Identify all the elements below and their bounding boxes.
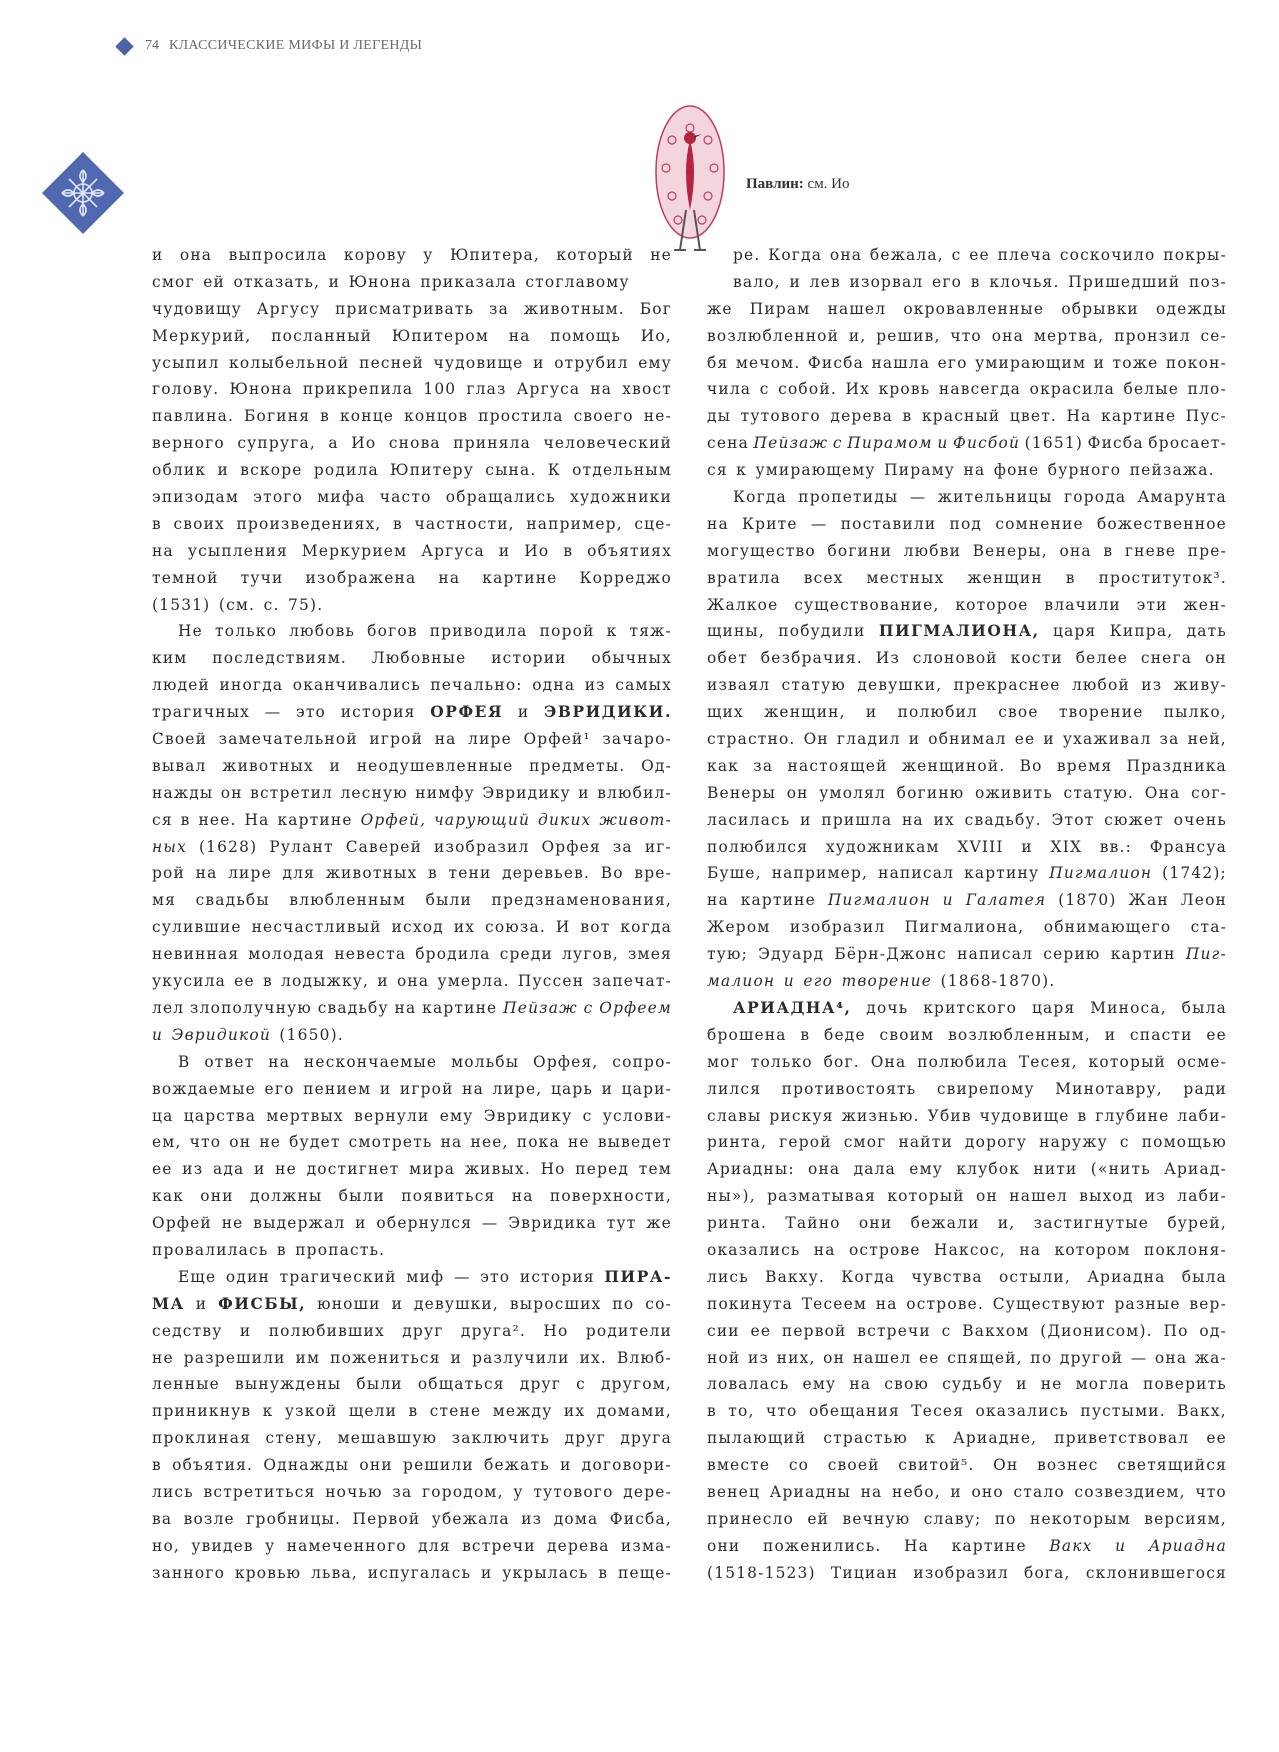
- text-line: Жалкое существование, которое влачили эти жен-: [707, 595, 1227, 614]
- text-line: могущество богини любви Венеры, она в гневе пре-: [707, 541, 1227, 560]
- diamond-ornament-icon: [42, 152, 124, 234]
- text-line: в объятия. Однажды они решили бежать и договори-: [152, 1456, 672, 1475]
- text-line: обет безбрачия. Из слоновой кости белее снега он: [707, 649, 1227, 668]
- text-line: рой на лире для животных в тени деревьев. Во вре-: [152, 864, 672, 883]
- text-line: лись Вакху. Когда чувства остыли, Ариадна была: [707, 1267, 1227, 1286]
- diamond-bullet-icon: [115, 37, 133, 55]
- text-line: ринта. Тайно они бежали и, застигнутые бурей,: [707, 1214, 1227, 1233]
- text-line: щих женщин, и полюбил свое творение пылко,: [707, 703, 1227, 722]
- text-line: приникнув к узкой щели в стене между их домами,: [152, 1402, 672, 1421]
- text-line: как за настоящей женщиной. Во время Праздника: [707, 756, 1227, 775]
- text-line: и Эвридикой (1650).: [152, 1025, 344, 1044]
- text-line: верного супруга, а Ио снова приняла человеческий: [152, 434, 672, 453]
- illustration-caption: [746, 176, 850, 193]
- text-line: но, увидев у намеченного для встречи дерева изма-: [152, 1536, 672, 1555]
- text-line: как они должны были появиться на поверхности,: [152, 1187, 672, 1206]
- text-line: невинная молодая невеста бродила среди лугов, змея: [152, 945, 672, 964]
- text-line: пылающий страстью к Ариадне, приветствовал ее: [707, 1429, 1227, 1448]
- text-line: Буше, например, написал картину Пигмалион (1742);: [707, 864, 1227, 883]
- text-line: Меркурий, посланный Юпитером на помощь Ио,: [152, 326, 672, 345]
- text-line: проклиная стену, мешавшую заключить друг друга: [152, 1429, 672, 1448]
- text-line: славы рискуя жизнью. Убив чудовище в глубине лаби-: [707, 1106, 1227, 1125]
- right-text-column: [707, 242, 1227, 1587]
- text-line: тую; Эдуард Бёрн-Джонс написал серию картин Пиг-: [707, 945, 1227, 964]
- text-line: ной из них, он нашел ее спящей, по другой — она жа-: [707, 1348, 1227, 1367]
- text-line: смог ей отказать, и Юнона приказала стоглавому: [152, 272, 630, 291]
- text-line: лился противостоять свирепому Минотавру, ради: [707, 1079, 1227, 1098]
- text-line: оказались на острове Наксос, на котором поклоня-: [707, 1240, 1227, 1259]
- text-line: вождаемые его пением и игрой на лире, царь и цари-: [152, 1079, 672, 1098]
- text-line: АРИАДНА⁴, дочь критского царя Миноса, была: [733, 998, 1227, 1017]
- text-line: ца царства мертвых вернули ему Эвридику с услови-: [152, 1106, 672, 1125]
- text-line: Еще один трагический миф — это история ПИРА-: [178, 1267, 672, 1286]
- text-line: вратила всех местных женщин в проституток³.: [707, 568, 1227, 587]
- text-line: Своей замечательной игрой на лире Орфей¹ зачаро-: [152, 730, 672, 749]
- text-line: Венеры он умолял богиню оживить статую. Она сог-: [707, 783, 1227, 802]
- text-line: мог только бог. Она полюбила Тесея, который осме-: [707, 1052, 1227, 1071]
- text-line: ды тутового дерева в красный цвет. На картине Пус-: [707, 407, 1227, 426]
- running-title: КЛАССИЧЕСКИЕ МИФЫ И ЛЕГЕНДЫ: [169, 38, 423, 53]
- text-line: темной тучи изображена на картине Корреджо: [152, 568, 672, 587]
- text-line: бя мечом. Фисба нашла его умирающим и тоже покон-: [707, 353, 1227, 372]
- text-line: не разрешили им пожениться и разлучили их. Влюб-: [152, 1348, 672, 1367]
- text-line: они поженились. На картине Вакх и Ариадна: [707, 1536, 1227, 1555]
- text-line: укусила ее в лодыжку, и она умерла. Пуссен запечат-: [152, 972, 672, 991]
- text-line: страстно. Он гладил и обнимал ее и ухаживал за ней,: [707, 730, 1227, 749]
- text-line: провалилась в пропасть.: [152, 1240, 386, 1259]
- text-line: покинута Тесеем на острове. Существуют разные вер-: [707, 1294, 1227, 1313]
- text-line: чила с собой. Их кровь навсегда окрасила белые пло-: [707, 380, 1227, 399]
- text-line: Жером изобразил Пигмалиона, обнимающего ста-: [707, 918, 1227, 937]
- text-line: павлина. Богиня в конце концов простила своего не-: [152, 407, 672, 426]
- text-line: на усыпления Меркурием Аргуса и Ио в объятиях: [152, 541, 672, 560]
- text-line: лел злополучную свадьбу на картине Пейзаж с Орфеем: [152, 998, 672, 1017]
- text-line: людей иногда оканчивались печально: одна из самых: [152, 676, 672, 695]
- text-line: облик и вскоре родила Юпитеру сына. К отдельным: [152, 461, 672, 480]
- text-line: малион и его творение (1868-1870).: [707, 972, 1056, 991]
- page-number: 74: [145, 38, 159, 53]
- text-line: изваял статую девушки, прекраснее любой из живу-: [707, 676, 1227, 695]
- left-text-column: [152, 242, 672, 1587]
- text-line: возлюбленной и, решив, что она мертва, пронзил се-: [707, 326, 1227, 345]
- text-line: щины, побудили ПИГМАЛИОНА, царя Кипра, дать: [707, 622, 1227, 641]
- text-line: вместе со своей свитой⁵. Он вознес светящийся: [707, 1456, 1227, 1475]
- text-line: ва возле гробницы. Первой убежала из дома Фисба,: [152, 1509, 672, 1528]
- text-line: на картине Пигмалион и Галатея (1870) Жан Леон: [707, 891, 1227, 910]
- text-line: (1518-1523) Тициан изобразил бога, склонившегося: [707, 1563, 1227, 1582]
- text-line: чудовищу Аргусу присматривать за животным. Бог: [152, 299, 672, 318]
- text-line: Орфей не выдержал и обернулся — Эвридика тут же: [152, 1214, 672, 1233]
- caption-term: Павлин:: [746, 176, 804, 192]
- text-line: и она выпросила корову у Юпитера, который не: [152, 246, 672, 264]
- text-line: ласилась и пришла на их свадьбу. Этот сюжет очень: [707, 810, 1227, 829]
- text-line: брошена в беде своим возлюбленным, и спасти ее: [707, 1025, 1227, 1044]
- text-line: ее из ада и не достигнет мира живых. Но перед тем: [152, 1160, 672, 1179]
- text-line: Когда пропетиды — жительницы города Амарунта: [733, 488, 1227, 507]
- text-line: МА и ФИСБЫ, юноши и девушки, выросших по со-: [152, 1294, 672, 1313]
- text-line: лись встретиться ночью за городом, у тутового дере-: [152, 1482, 672, 1501]
- text-line: ринта, герой смог найти дорогу наружу с помощью: [707, 1133, 1227, 1152]
- text-line: вало, и лев изорвал его в клочья. Пришедший поз-: [733, 272, 1227, 291]
- text-line: венец Ариадны на небо, и оно стало созвездием, что: [707, 1482, 1227, 1501]
- text-line: сулившие несчастливый исход их союза. И вот когда: [152, 918, 672, 937]
- text-line: Ариадны: она дала ему клубок нити («нить Ариад-: [707, 1160, 1227, 1179]
- text-line: же Пирам нашел окровавленные обрывки одежды: [707, 299, 1227, 318]
- text-line: ре. Когда она бежала, с ее плеча соскочило покры-: [733, 246, 1227, 264]
- text-line: полюбился художникам XVIII и XIX вв.: Франсуа: [707, 837, 1227, 856]
- text-line: занного кровью льва, испугалась и укрылась в пеще-: [152, 1563, 672, 1582]
- text-line: вывал животных и неодушевленные предметы. Од-: [152, 756, 672, 775]
- text-line: ким последствиям. Любовные истории обычных: [152, 649, 672, 668]
- text-line: эпизодам этого мифа часто обращались художники: [152, 488, 672, 507]
- caption-reference: см. Ио: [803, 176, 850, 192]
- running-head: [118, 38, 422, 54]
- text-line: ся в нее. На картине Орфей, чарующий диких живот-: [152, 810, 672, 829]
- text-line: принесло ей вечную славу; по некоторым версиям,: [707, 1509, 1227, 1528]
- text-line: В ответ на нескончаемые мольбы Орфея, сопро-: [178, 1052, 672, 1071]
- text-line: ем, что он не будет смотреть на нее, пока не выведет: [152, 1133, 672, 1152]
- text-line: ленные вынуждены были общаться друг с другом,: [152, 1375, 672, 1394]
- text-line: сена Пейзаж с Пирамом и Фисбой (1651) Фисба бросает-: [707, 434, 1227, 453]
- text-line: ны»), разматывая который он нашел выход из лаби-: [707, 1187, 1227, 1206]
- text-line: трагичных — это история ОРФЕЯ и ЭВРИДИКИ.: [152, 703, 672, 722]
- text-line: ных (1628) Рулант Саверей изобразил Орфея за иг-: [152, 837, 672, 856]
- text-line: сии ее первой встречи с Вакхом (Дионисом). По од-: [707, 1321, 1227, 1340]
- text-line: в своих произведениях, в частности, например, сце-: [152, 514, 672, 533]
- text-line: Не только любовь богов приводила порой к тяж-: [178, 622, 672, 641]
- text-line: ловалась ему на свою судьбу и не могла поверить: [707, 1375, 1227, 1394]
- text-line: ся к умирающему Пираму на фоне бурного пейзажа.: [707, 461, 1215, 480]
- text-line: усыпил колыбельной песней чудовище и отрубил ему: [152, 353, 672, 372]
- text-line: мя свадьбы влюбленным были предзнаменования,: [152, 891, 672, 910]
- text-line: (1531) (см. с. 75).: [152, 595, 324, 614]
- text-line: в то, что обещания Тесея оказались пустыми. Вакх,: [707, 1402, 1227, 1421]
- text-line: голову. Юнона прикрепила 100 глаз Аргуса на хвост: [152, 380, 672, 399]
- text-line: нажды он встретил лесную нимфу Эвридику и влюбил-: [152, 783, 672, 802]
- text-line: на Крите — поставили под сомнение божественное: [707, 514, 1227, 533]
- text-line: седству и полюбивших друг друга². Но родители: [152, 1321, 672, 1340]
